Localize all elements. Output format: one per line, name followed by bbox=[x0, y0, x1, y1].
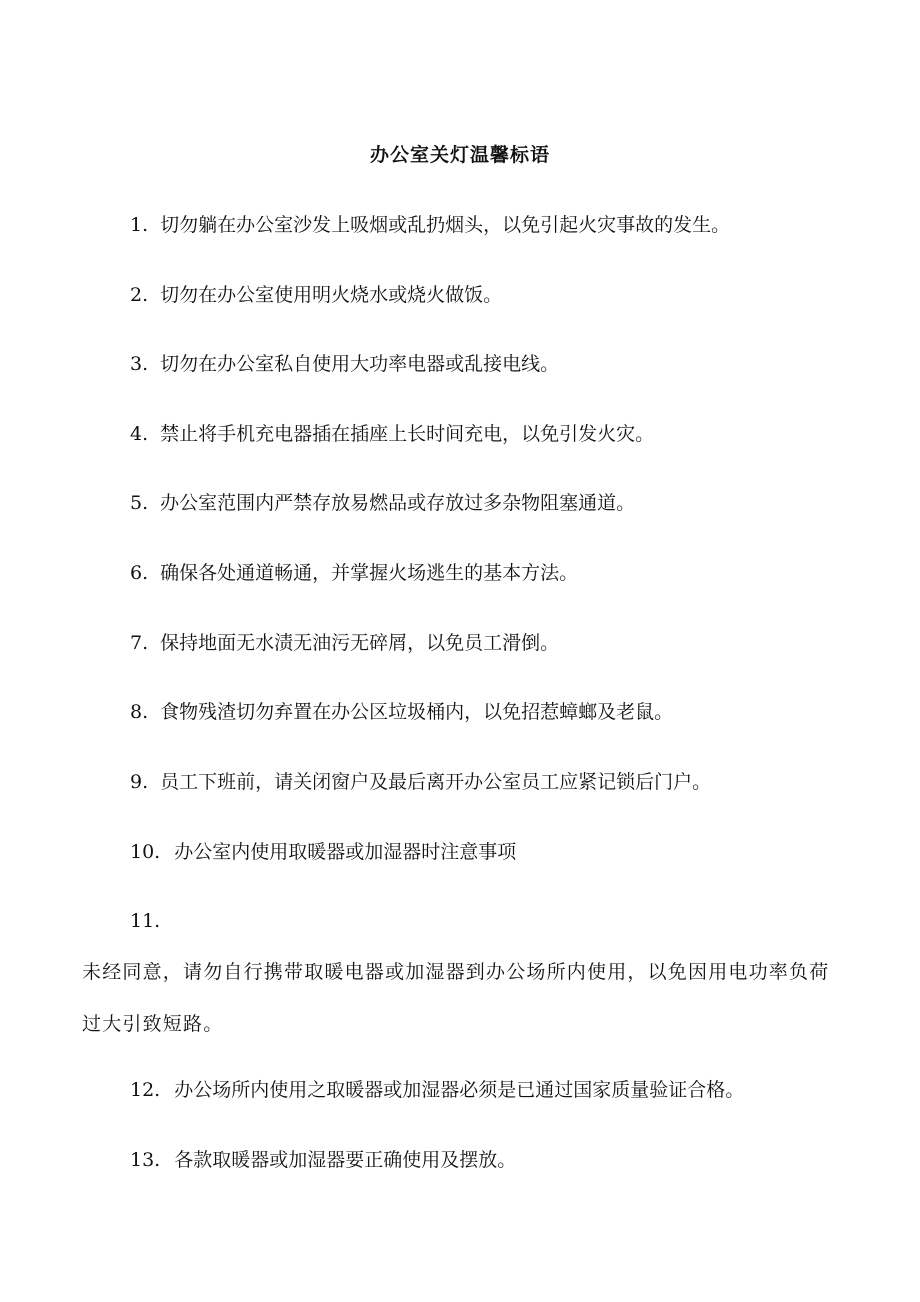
list-item bbox=[130, 419, 850, 449]
item-number: 4. bbox=[130, 423, 149, 445]
item-number: 9. bbox=[130, 771, 149, 793]
item-text: 办公场所内使用之取暖器或加湿器必须是已通过国家质量验证合格。 bbox=[174, 1079, 745, 1101]
item-11-paragraph: 未经同意，请勿自行携带取暖电器或加湿器到办公场所内使用，以免因用电功率负荷过大引致短路。 bbox=[82, 961, 830, 1035]
document-title: 办公室关灯温馨标语 bbox=[369, 144, 550, 166]
item-number: 3. bbox=[130, 353, 149, 375]
list-item bbox=[130, 1075, 850, 1105]
item-text: 禁止将手机充电器插在插座上长时间充电，以免引发火灾。 bbox=[160, 423, 655, 445]
item-number: 2. bbox=[130, 284, 149, 306]
item-text: 切勿躺在办公室沙发上吸烟或乱扔烟头，以免引起火灾事故的发生。 bbox=[160, 214, 731, 236]
item-number: 1. bbox=[130, 214, 149, 236]
list-item bbox=[130, 1145, 850, 1175]
list-item bbox=[130, 280, 850, 310]
list-item bbox=[130, 558, 850, 588]
item-number: 13. bbox=[130, 1149, 161, 1171]
list-item bbox=[130, 488, 850, 518]
item-text: 保持地面无水渍无油污无碎屑，以免员工滑倒。 bbox=[160, 632, 560, 654]
item-text: 确保各处通道畅通，并掌握火场逃生的基本方法。 bbox=[160, 562, 579, 584]
item-number: 12. bbox=[130, 1079, 161, 1101]
item-number: 11. bbox=[130, 910, 161, 932]
item-number: 10. bbox=[130, 841, 161, 863]
list-item bbox=[130, 628, 850, 658]
item-text: 办公室内使用取暖器或加湿器时注意事项 bbox=[174, 841, 517, 863]
item-text: 食物残渣切勿弃置在办公区垃圾桶内，以免招惹蟑螂及老鼠。 bbox=[160, 701, 674, 723]
item-number: 5. bbox=[130, 492, 149, 514]
list-item bbox=[130, 906, 850, 936]
item-number: 6. bbox=[130, 562, 149, 584]
list-item bbox=[130, 767, 850, 797]
item-text: 办公室范围内严禁存放易燃品或存放过多杂物阻塞通道。 bbox=[160, 492, 636, 514]
item-text: 切勿在办公室使用明火烧水或烧火做饭。 bbox=[160, 284, 503, 306]
item-number: 7. bbox=[130, 632, 149, 654]
list-item bbox=[130, 349, 850, 379]
list-item bbox=[130, 210, 850, 240]
item-text: 各款取暖器或加湿器要正确使用及摆放。 bbox=[174, 1149, 517, 1171]
list-item bbox=[130, 697, 850, 727]
item-text: 员工下班前，请关闭窗户及最后离开办公室员工应紧记锁后门户。 bbox=[160, 771, 712, 793]
item-number: 8. bbox=[130, 701, 149, 723]
item-text: 切勿在办公室私自使用大功率电器或乱接电线。 bbox=[160, 353, 560, 375]
list-item bbox=[130, 837, 850, 867]
